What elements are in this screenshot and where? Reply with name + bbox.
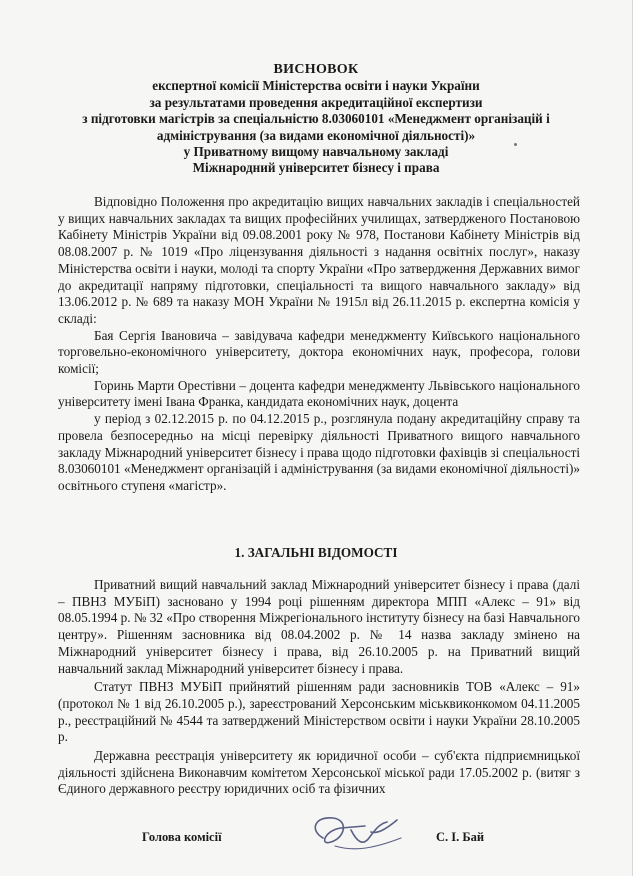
section-paragraph: Приватний вищий навчальний заклад Міжнародний університет бізнесу і права (далі – ПВНЗ МУБіП) засновано у 1994 році рішенням директора МПП «Алекс – 91» від 08.05.1994 р. № 32 «Про створення Міжрегіонального інституту бізнесу на базі Навчального центру». Рішенням засновника від 08.04.2002 р. № 14 назва закладу змінено на Міжнародний університет бізнесу і права, від 26.10.2005 р. на Приватний вищий навчальний заклад Міжнародний університет бізнесу і права.: [58, 577, 580, 676]
document-title: ВИСНОВОК: [273, 62, 359, 77]
section-paragraph: Статут ПВНЗ МУБіП прийнятий рішенням ради засновників ТОВ «Алекс – 91» (протокол № 1 від 26.10.2005 р.), зареєстрований Херсонським міськвиконкомом 04.11.2005 р., реєстраційний № 4544 та затверджений Міністерством освіти і науки України 28.10.2005 р.: [58, 679, 580, 745]
header-line: за результатами проведення акредитаційної експертизи: [149, 94, 483, 110]
intro-section: [58, 194, 580, 495]
document-header: [40, 62, 592, 177]
header-line: адміністрування (за видами економічної діяльності)»: [156, 127, 476, 143]
signer-role: Голова комісії: [142, 830, 222, 844]
commission-member-paragraph: Бая Сергія Івановича – завідувача кафедри менеджменту Київського національного торговельно-економічного університету, доктора економічних наук, професора, голови комісії;: [58, 327, 580, 377]
header-line: у Приватному вищому навчальному закладі: [183, 144, 449, 160]
commission-member-paragraph: Горинь Марти Орестівни – доцента кафедри менеджменту Львівського національного університету імені Івана Франка, кандидата економічних наук, доцента: [58, 377, 580, 410]
intro-paragraph: у період з 02.12.2015 р. по 04.12.2015 р., розглянула подану акредитаційну справу та провела безпосередньо на місці перевірку діяльності Приватного вищого навчального закладу Міжнародний університет бізнесу і права щодо підготовки фахівців зі спеціальності 8.03060101 «Менеджмент організацій і адміністрування (за видами економічної діяльності)» освітнього ступеня «магістр».: [58, 411, 580, 493]
header-line: експертної комісії Міністерства освіти і науки України: [152, 78, 480, 94]
signer-name: С. І. Бай: [436, 830, 485, 844]
header-line: з підготовки магістрів за спеціальністю 8.03060101 «Менеджмент організацій і: [82, 111, 550, 127]
general-info-section: [58, 577, 580, 798]
intro-paragraph: Відповідно Положення про акредитацію вищих навчальних закладів і спеціальностей у вищих навчальних закладах та вищих професійних училищах, затвердженого Постановою Кабінету Міністрів України від 09.08.2001 року № 978, Постанови Кабінету Міністрів від 08.08.2007 р. № 1019 «Про ліцензування діяльності з надання освітніх послуг», наказу Міністерства освіти і науки, молоді та спорту України «Про затвердження Державних вимог до акредитації напряму підготовки, спеціальності та вищого навчального закладу» від 13.06.2012 р. № 689 та наказу МОН України № 1915л від 26.11.2015 р. експертна комісія у складі:: [58, 194, 580, 326]
section-heading: 1. ЗАГАЛЬНІ ВІДОМОСТІ: [234, 545, 398, 560]
signature-block: [0, 826, 632, 846]
header-line: Міжнародний університет бізнесу і права: [192, 160, 440, 176]
scan-speck: [514, 143, 517, 146]
section-paragraph: Державна реєстрація університету як юридичної особи – суб'єкта підприємницької діяльності здійснена Виконавчим комітетом Херсонської міської ради 17.05.2002 р. (витяг з Єдиного державного реєстру юридичних осіб та фізичних: [58, 748, 580, 797]
